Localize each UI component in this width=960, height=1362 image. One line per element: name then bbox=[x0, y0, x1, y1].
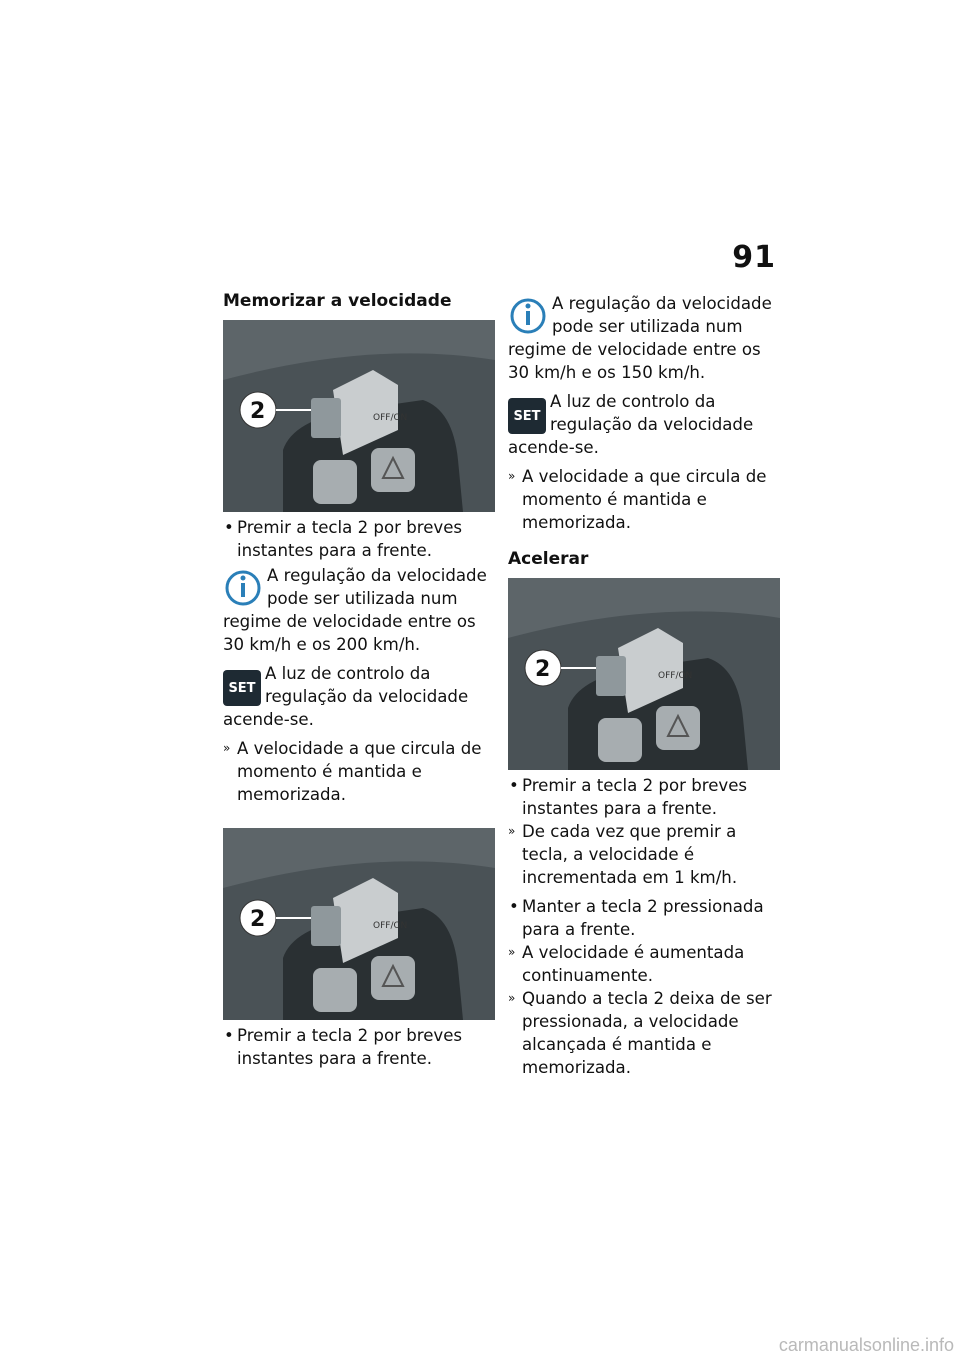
handlebar-switch-photo bbox=[223, 320, 495, 512]
figure-callout-2: 2 bbox=[250, 907, 266, 932]
step-hold-key: • Manter a tecla 2 pressionada para a frente. bbox=[508, 895, 780, 941]
svg-text:OFF/ON: OFF/ON bbox=[658, 671, 693, 681]
svg-text:OFF/ON: OFF/ON bbox=[373, 921, 408, 931]
set-indicator-icon: SET bbox=[223, 670, 261, 706]
indicator-note: SET A luz de controlo da regulação da velocidade acende-se. bbox=[223, 664, 469, 729]
svg-text:OFF/ON: OFF/ON bbox=[373, 413, 408, 423]
result-text: » A velocidade a que circula de momento é mantida e memorizada. bbox=[508, 465, 780, 534]
step-press-key: • Premir a tecla 2 por breves instantes para a frente. bbox=[223, 516, 495, 562]
result-text: » De cada vez que premir a tecla, a velocidade é incrementada em 1 km/h. bbox=[508, 820, 780, 889]
info-icon bbox=[223, 564, 263, 610]
set-indicator-icon: SET bbox=[508, 398, 546, 434]
cruise-control-switch-illustration bbox=[223, 828, 495, 1020]
result-text: » A velocidade a que circula de momento é mantida e memorizada. bbox=[223, 737, 495, 806]
left-column bbox=[223, 290, 495, 1070]
result-text: » Quando a tecla 2 deixa de ser pressionada, a velocidade alcançada é mantida e memorizada. bbox=[508, 987, 780, 1079]
cruise-control-switch-illustration bbox=[223, 320, 495, 512]
info-note: A regulação da velocidade pode ser utilizada num regime de velocidade entre os 30 km/h e os 150 km/h. bbox=[508, 294, 772, 382]
handlebar-switch-photo bbox=[508, 578, 780, 770]
page-number: 91 bbox=[732, 240, 776, 275]
section-heading: Memorizar a velocidade bbox=[223, 291, 452, 311]
step-press-key: • Premir a tecla 2 por breves instantes para a frente. bbox=[223, 1024, 495, 1070]
handlebar-switch-photo bbox=[223, 828, 495, 1020]
indicator-note: SET A luz de controlo da regulação da velocidade acende-se. bbox=[508, 392, 754, 457]
step-press-key: • Premir a tecla 2 por breves instantes para a frente. bbox=[508, 774, 780, 820]
watermark: carmanualsonline.info bbox=[778, 1335, 954, 1355]
section-heading: Acelerar bbox=[508, 549, 589, 569]
info-note: A regulação da velocidade pode ser utilizada num regime de velocidade entre os 30 km/h e os 200 km/h. bbox=[223, 566, 487, 654]
figure-callout-2: 2 bbox=[535, 657, 551, 682]
figure-callout-2: 2 bbox=[250, 399, 266, 424]
cruise-control-switch-illustration bbox=[508, 578, 780, 770]
right-column bbox=[508, 290, 780, 1079]
result-text: » A velocidade é aumentada continuamente. bbox=[508, 941, 780, 987]
info-icon bbox=[508, 292, 548, 338]
